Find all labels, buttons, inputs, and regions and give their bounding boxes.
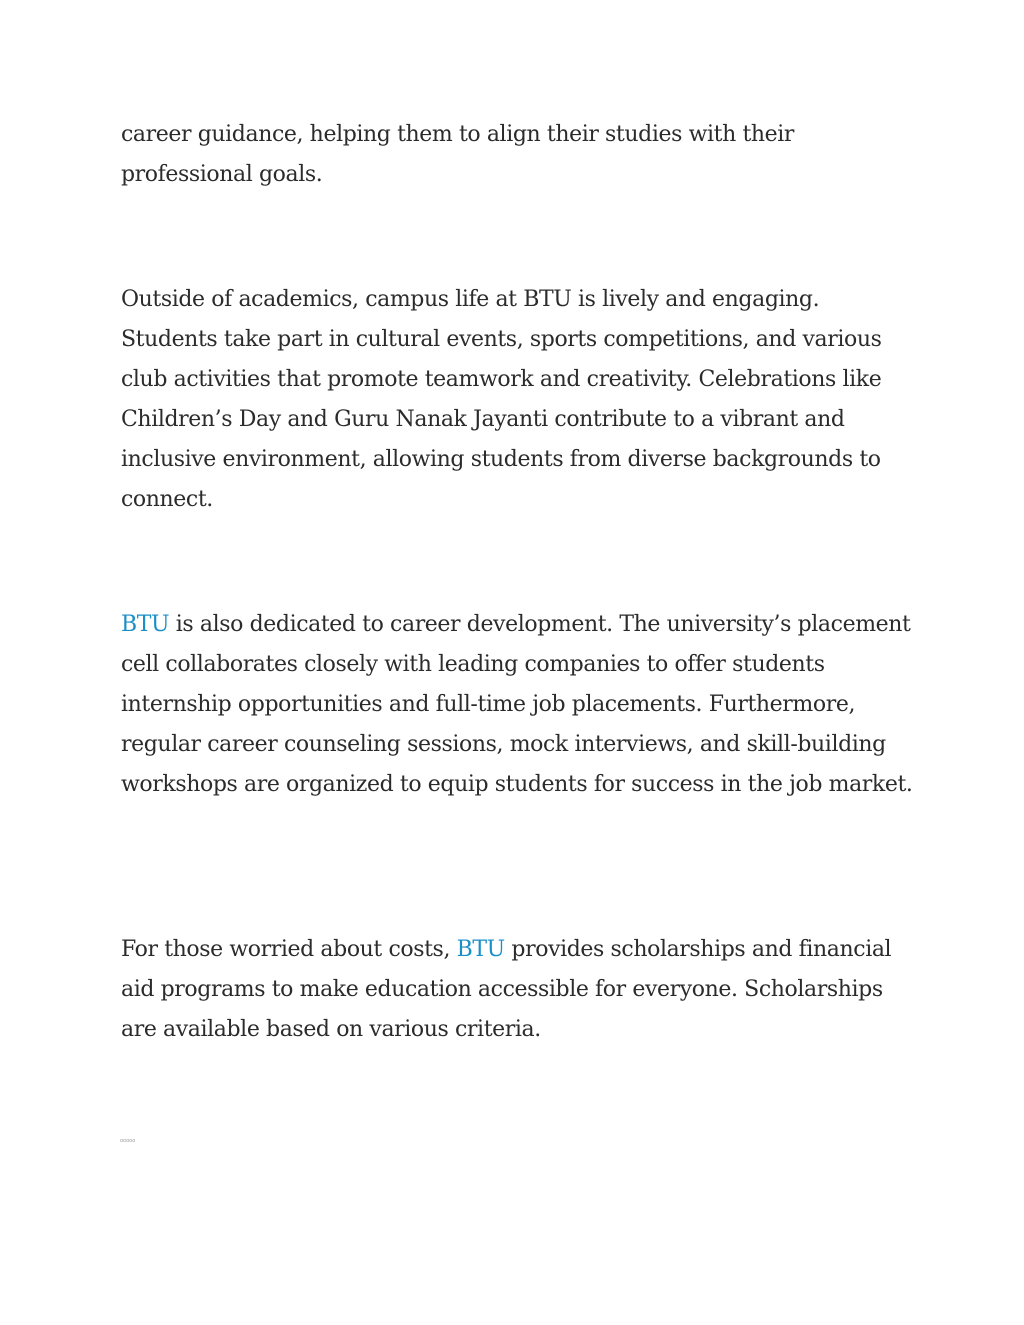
paragraph-career-development: [121, 605, 921, 805]
paragraph-campus-life: [121, 280, 921, 520]
paragraph-career-guidance: [121, 115, 921, 195]
paragraph-text-before: For those worried about costs,: [121, 937, 457, 962]
paragraph-text: Outside of academics, campus life at BTU is lively and engaging. Students take part in cultural events, sports competitions, and various club activities that promote teamwork and creativity. Celebrations like Children’s Day and Guru Nanak Jayanti contribute to a vibrant and inclusive environment, allowing students from diverse backgrounds to connect.: [121, 287, 882, 512]
paragraph-scholarships: [121, 930, 921, 1050]
paragraph-text: is also dedicated to career development. The university’s placement cell collaborates closely with leading companies to offer students internship opportunities and full-time job placements. Furthermore, regular career counseling sessions, mock interviews, and skill-building workshops are organized to equip students for success in the job market.: [121, 612, 913, 797]
paragraph-text-after: provides scholarships and financial aid programs to make education accessible for everyone. Scholarships are available based on various criteria.: [121, 937, 892, 1042]
btu-link[interactable]: BTU: [456, 937, 505, 962]
btu-link[interactable]: BTU: [121, 612, 170, 637]
paragraph-text: career guidance, helping them to align their studies with their professional goals.: [121, 122, 795, 187]
footer-mark: ooooo: [120, 1138, 136, 1144]
